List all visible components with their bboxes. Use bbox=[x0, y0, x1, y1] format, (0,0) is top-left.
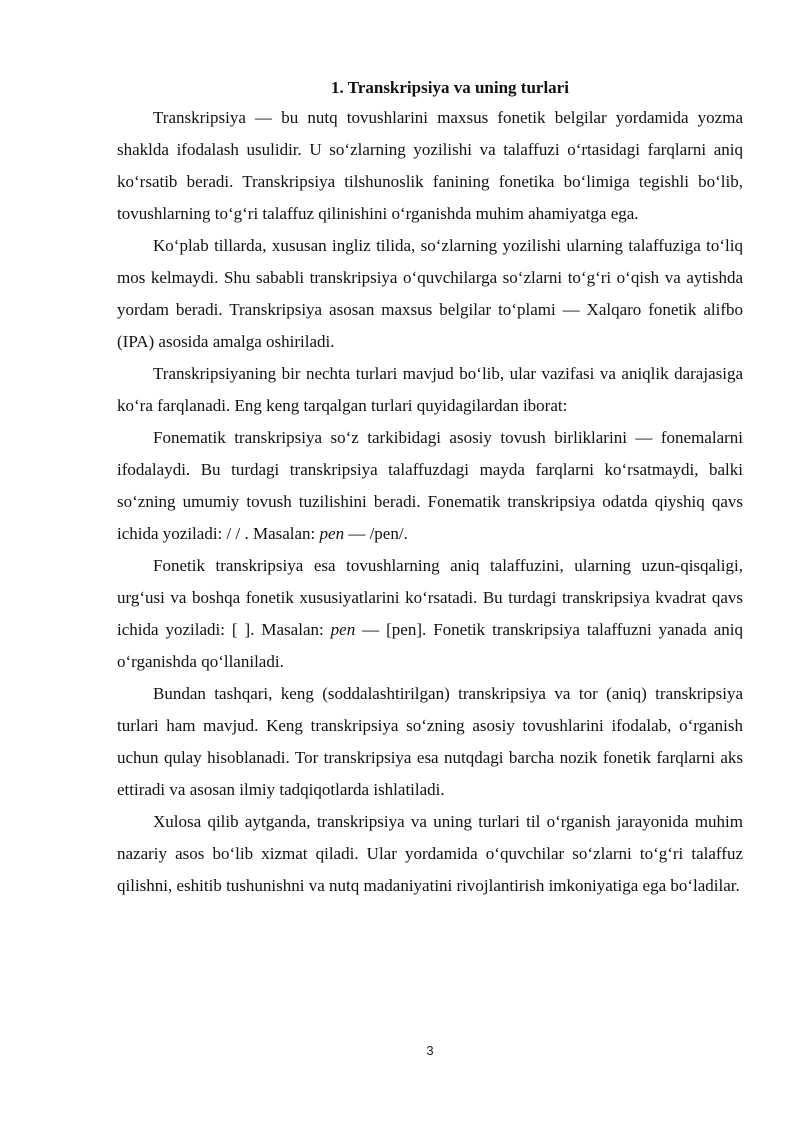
example-word: pen bbox=[330, 620, 356, 639]
paragraph-conclusion: Xulosa qilib aytganda, transkripsiya va uning turlari til o‘rganish jarayonida muhim nazariy asos bo‘lib xizmat qiladi. Ular yordamida o‘quvchilar so‘zlarni to‘g‘ri talaffuz qilishni, eshitib tushunishni va nutq madaniyatini rivojlantirish imkoniyatiga ega bo‘ladilar. bbox=[117, 812, 743, 895]
paragraph-broad-narrow: Bundan tashqari, keng (soddalashtirilgan) transkripsiya va tor (aniq) transkripsiya turlari ham mavjud. Keng transkripsiya so‘zning asosiy tovushlarini ifodalab, o‘rganish uchun qulay hisoblanadi. Tor transkripsiya esa nutqdagi barcha nozik fonetik farqlarni aks ettiradi va asosan ilmiy tadqiqotlarda ishlatiladi. bbox=[117, 684, 743, 799]
paragraph-phonetic bbox=[117, 550, 743, 678]
paragraph-phonemic-example: — /pen/. bbox=[344, 524, 408, 543]
paragraph-phonemic-text: Fonematik transkripsiya so‘z tarkibidagi asosiy tovush birliklarini — fonemalarni ifodalaydi. Bu turdagi transkripsiya talaffuzdagi mayda farqlarni ko‘rsatmaydi, balki so‘zning umumiy tovush tuzilishini beradi. Fonematik transkripsiya odatda qiyshiq qavs ichida yoziladi: / / . Masalan: bbox=[117, 428, 743, 543]
page-number: 3 bbox=[426, 1043, 434, 1058]
paragraph-definition: Transkripsiya — bu nutq tovushlarini maxsus fonetik belgilar yordamida yozma shaklda ifodalash usulidir. U so‘zlarning yozilishi va talaffuzi o‘rtasidagi farqlarni aniq ko‘rsatib beradi. Transkripsiya tilshunoslik fanining fonetika bo‘limiga tegishli bo‘lib, tovushlarning to‘g‘ri talaffuz qilinishini o‘rganishda muhim ahamiyatga ega. bbox=[117, 108, 743, 223]
paragraph-types-intro: Transkripsiyaning bir nechta turlari mavjud bo‘lib, ular vazifasi va aniqlik darajasiga ko‘ra farqlanadi. Eng keng tarqalgan turlari quyidagilardan iborat: bbox=[117, 364, 743, 415]
paragraph-phonetic-text: Fonetik transkripsiya esa tovushlarning aniq talaffuzini, ularning uzun-qisqaligi, urg‘usi va boshqa fonetik xususiyatlarini ko‘rsatadi. Bu turdagi transkripsiya kvadrat qavs ichida yoziladi: [ ]. Masalan: bbox=[117, 556, 743, 639]
paragraph-phonetic-example: — [pen]. Fonetik transkripsiya talaffuzni yanada aniq o‘rganishda qo‘llaniladi. bbox=[117, 620, 743, 671]
section-heading: 1. Transkripsiya va uning turlari bbox=[331, 78, 569, 97]
paragraph-english-spelling: Ko‘plab tillarda, xususan ingliz tilida, so‘zlarning yozilishi ularning talaffuziga to‘liq mos kelmaydi. Shu sababli transkripsiya o‘quvchilarga so‘zlarni to‘g‘ri o‘qish va aytishda yordam beradi. Transkripsiya asosan maxsus belgilar to‘plami — Xalqaro fonetik alifbo (IPA) asosida amalga oshiriladi. bbox=[117, 236, 743, 351]
example-word: pen bbox=[319, 524, 345, 543]
paragraph-phonemic bbox=[117, 422, 743, 550]
document-page bbox=[117, 76, 743, 902]
